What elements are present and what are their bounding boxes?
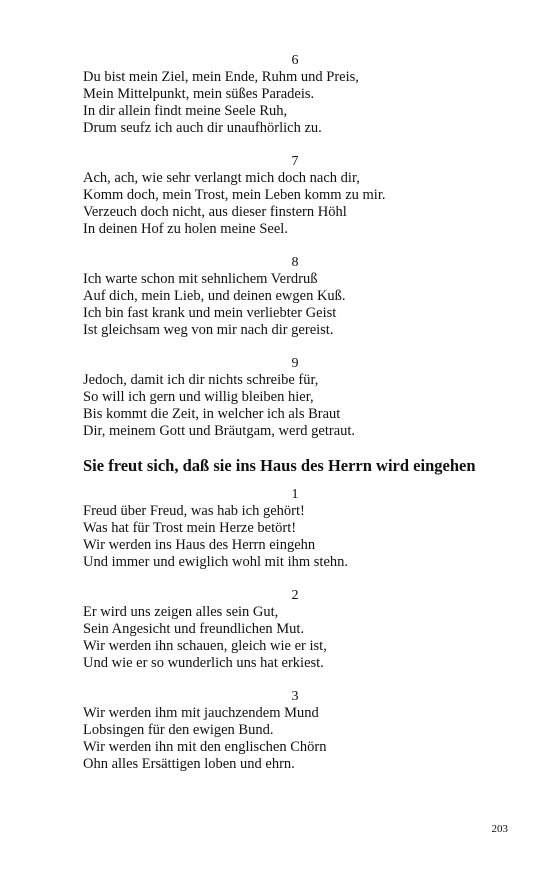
stanza-number: 3: [291, 689, 299, 704]
stanza-number: 7: [291, 154, 299, 169]
stanza: [83, 355, 507, 440]
stanza: [83, 587, 507, 672]
verse-line: Und wie er so wunderlich uns hat erkiest.: [83, 655, 324, 671]
verse-line: Ich bin fast krank und mein verliebter Geist: [83, 305, 337, 321]
verse-line: Wir werden ins Haus des Herrn eingehn: [83, 537, 316, 553]
verse-line: Dir, meinem Gott und Bräutgam, werd getraut.: [83, 423, 356, 439]
stanza-number: 6: [291, 53, 299, 68]
verse-line: Was hat für Trost mein Herze betört!: [83, 520, 297, 536]
verse-line: Lobsingen für den ewigen Bund.: [83, 722, 274, 738]
verse-line: Freud über Freud, was hab ich gehört!: [83, 503, 305, 519]
stanza: [83, 486, 507, 571]
verse-line: Und immer und ewiglich wohl mit ihm stehn.: [83, 554, 349, 570]
poem-section: [83, 52, 507, 440]
verse-line: In deinen Hof zu holen meine Seel.: [83, 221, 288, 237]
verse-line: Auf dich, mein Lieb, und deinen ewgen Kuß.: [83, 288, 346, 304]
verse-line: Wir werden ihn mit den englischen Chörn: [83, 739, 327, 755]
stanza: [83, 688, 507, 773]
verse-line: Ach, ach, wie sehr verlangt mich doch nach dir,: [83, 170, 360, 186]
verse-line: Ist gleichsam weg von mir nach dir gereist.: [83, 322, 334, 338]
verse-line: Verzeuch doch nicht, aus dieser finstern Höhl: [83, 204, 347, 220]
stanza-number: 2: [291, 588, 299, 603]
verse-line: In dir allein findt meine Seele Ruh,: [83, 103, 288, 119]
page-number: 203: [491, 823, 508, 835]
poem-title: Sie freut sich, daß sie ins Haus des Herrn wird eingehen: [83, 456, 476, 475]
verse-line: Sein Angesicht und freundlichen Mut.: [83, 621, 305, 637]
verse-line: Du bist mein Ziel, mein Ende, Ruhm und Preis,: [83, 69, 359, 85]
verse-line: Ohn alles Ersättigen loben und ehrn.: [83, 756, 295, 772]
stanza: [83, 52, 507, 137]
verse-line: Mein Mittelpunkt, mein süßes Paradeis.: [83, 86, 315, 102]
verse-line: Ich warte schon mit sehnlichem Verdruß: [83, 271, 318, 287]
verse-line: Bis kommt die Zeit, in welcher ich als Braut: [83, 406, 341, 422]
stanza-number: 9: [291, 356, 299, 371]
stanza: [83, 254, 507, 339]
verse-line: Komm doch, mein Trost, mein Leben komm zu mir.: [83, 187, 386, 203]
stanza-number: 8: [291, 255, 299, 270]
verse-line: Wir werden ihm mit jauchzendem Mund: [83, 705, 319, 721]
verse-line: Drum seufz ich auch dir unaufhörlich zu.: [83, 120, 322, 136]
verse-line: Er wird uns zeigen alles sein Gut,: [83, 604, 279, 620]
verse-line: Jedoch, damit ich dir nichts schreibe für,: [83, 372, 319, 388]
stanza: [83, 153, 507, 238]
verse-line: So will ich gern und willig bleiben hier,: [83, 389, 314, 405]
verse-line: Wir werden ihn schauen, gleich wie er ist,: [83, 638, 327, 654]
stanza-number: 1: [291, 487, 299, 502]
text-column: [83, 52, 507, 789]
poem-section: [83, 456, 507, 773]
